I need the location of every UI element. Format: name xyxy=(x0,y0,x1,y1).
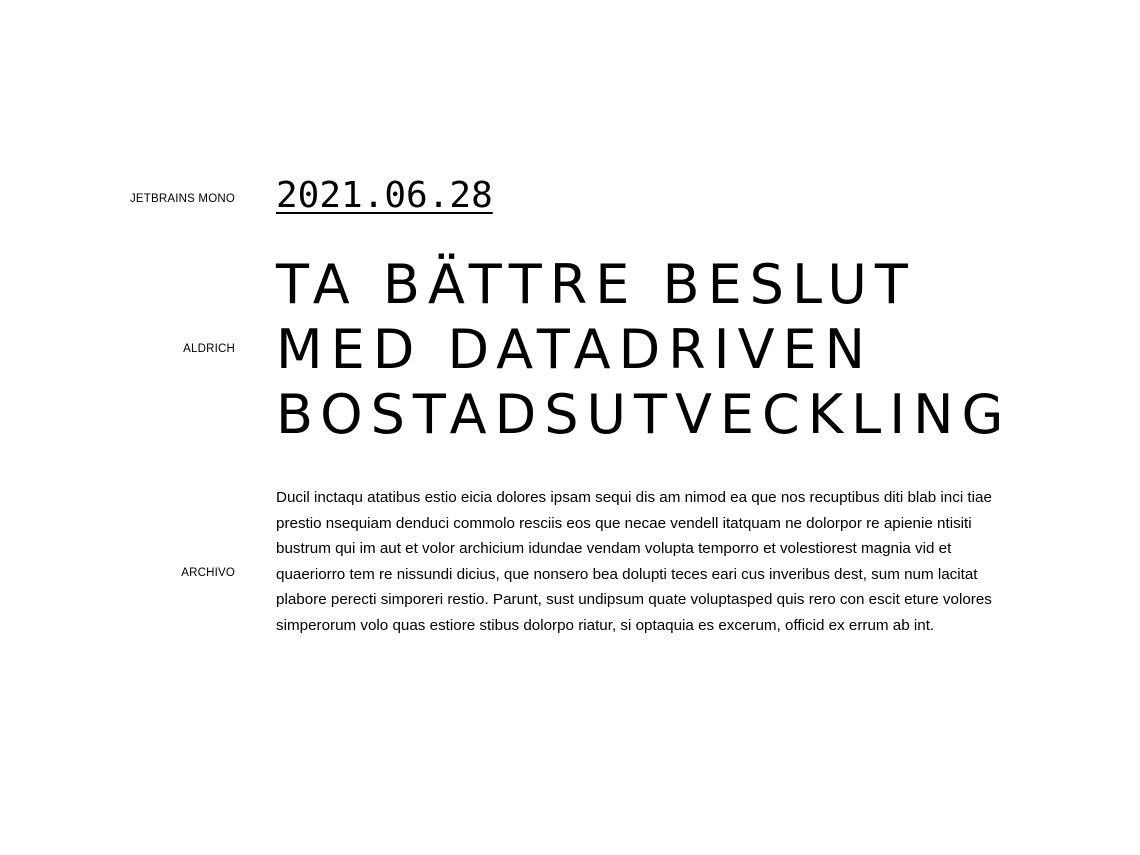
font-label-archivo: ARCHIVO xyxy=(181,567,235,579)
headline-line-3: BOSTADSUTVECKLING xyxy=(276,383,1012,446)
font-label-aldrich: ALDRICH xyxy=(183,343,235,355)
headline-line-2: MED DATADRIVEN xyxy=(276,318,874,381)
headline xyxy=(276,252,1011,447)
body-paragraph: Ducil inctaqu atatibus estio eicia dolores ipsam sequi dis am nimod ea que nos recuptibus diti blab inci tiae prestio nsequiam denduci commolo resciis eos que necae vendell itatquam ne dolorpor re apienie ntisiti bustrum qui im aut et volor archicium idundae vendam volupta temporro et volestiorest magnia vid et quaeriorro tem re nissundi dicius, que nonsero bea dolupti teces eari cus inveribus dest, sum num lacitat plabore perecti simporeri restio. Parunt, sust undipsum quate voluptasped quis rero con escit eture volores simperorum volo quas estiore stibus dolorpo riatur, si optaquia es excerum, officid ex errum ab int. xyxy=(276,489,992,634)
date-heading: 2021.06.28 xyxy=(276,175,493,216)
headline-line-1: TA BÄTTRE BESLUT xyxy=(276,253,916,316)
font-label-jetbrains-mono: JETBRAINS MONO xyxy=(129,193,235,205)
